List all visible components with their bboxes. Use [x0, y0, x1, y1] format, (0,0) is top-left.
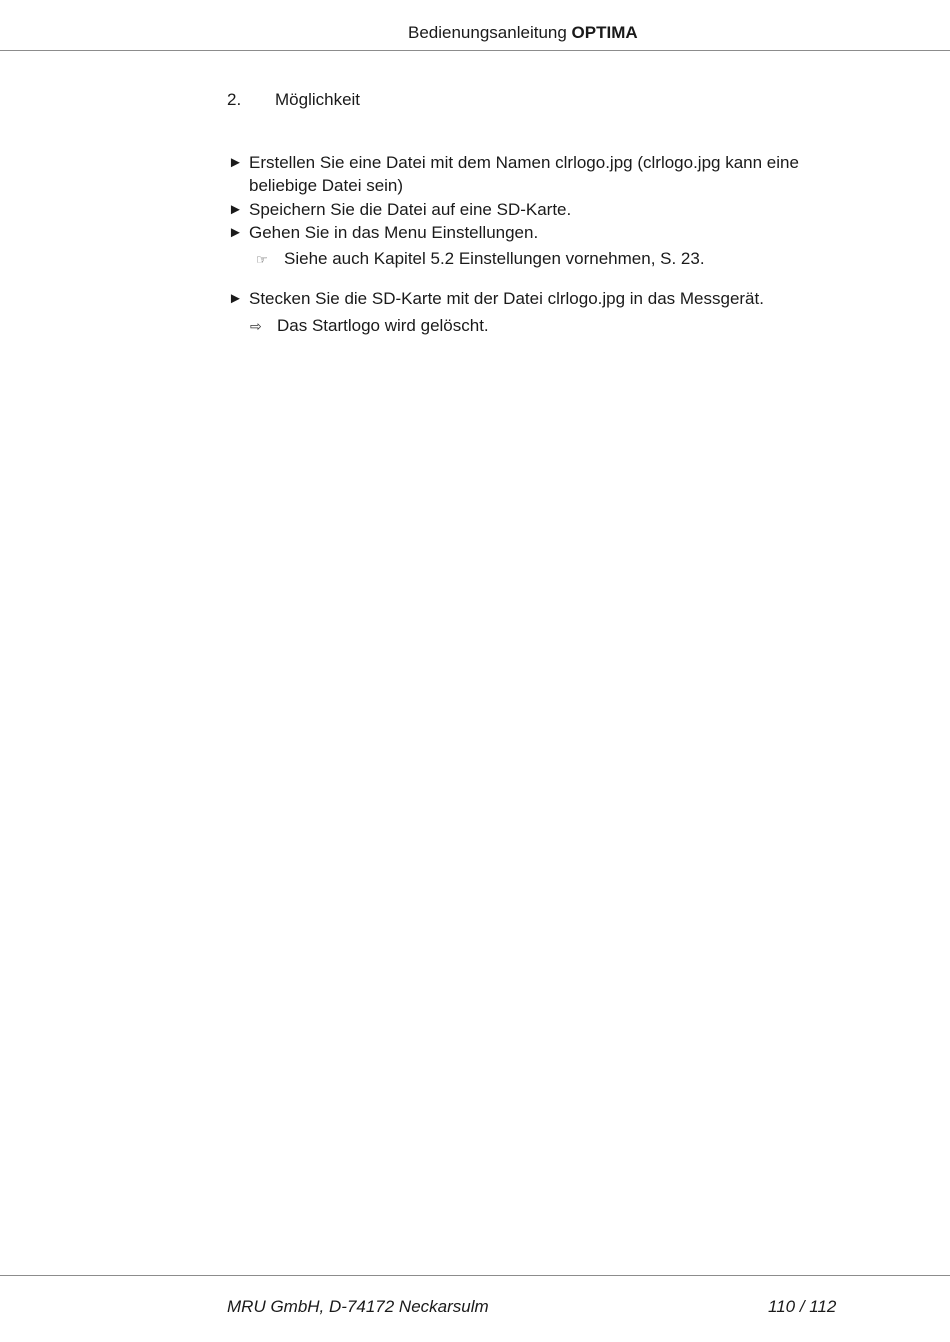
- step-arrow-icon: ►: [228, 201, 243, 218]
- footer-page-number: 110 / 112: [768, 1297, 837, 1316]
- result-text: Das Startlogo wird gelöscht.: [277, 316, 489, 335]
- section-heading: [227, 90, 360, 110]
- section-title: Möglichkeit: [275, 90, 361, 109]
- page-header: [0, 0, 950, 51]
- instruction-step: [228, 198, 848, 221]
- instruction-step: [228, 287, 848, 310]
- instruction-step: [228, 151, 848, 197]
- instruction-step: [228, 221, 848, 244]
- step-arrow-icon: ►: [228, 224, 243, 241]
- step-arrow-icon: ►: [228, 290, 243, 307]
- header-product-name: OPTIMA: [571, 23, 638, 42]
- footer-company: MRU GmbH, D-74172 Neckarsulm: [227, 1297, 489, 1316]
- step-arrow-icon: ►: [228, 154, 243, 171]
- header-title-prefix: Bedienungsanleitung: [408, 23, 567, 42]
- step-text: Erstellen Sie eine Datei mit dem Namen clrlogo.jpg (clrlogo.jpg kann eine beliebige Datei sein): [249, 153, 799, 195]
- pointing-hand-icon: ☞: [256, 252, 268, 267]
- section-number: 2.: [227, 90, 242, 109]
- step-text: Speichern Sie die Datei auf eine SD-Karte.: [249, 200, 572, 219]
- result-arrow-icon: ⇨: [250, 318, 262, 334]
- cross-reference-text: Siehe auch Kapitel 5.2 Einstellungen vornehmen, S. 23.: [284, 249, 705, 268]
- footer-divider: [0, 1275, 950, 1276]
- step-text: Stecken Sie die SD-Karte mit der Datei clrlogo.jpg in das Messgerät.: [249, 289, 764, 308]
- cross-reference-note: [256, 249, 705, 269]
- step-text: Gehen Sie in das Menu Einstellungen.: [249, 223, 539, 242]
- header-title: [408, 23, 638, 43]
- result-note: [250, 316, 489, 336]
